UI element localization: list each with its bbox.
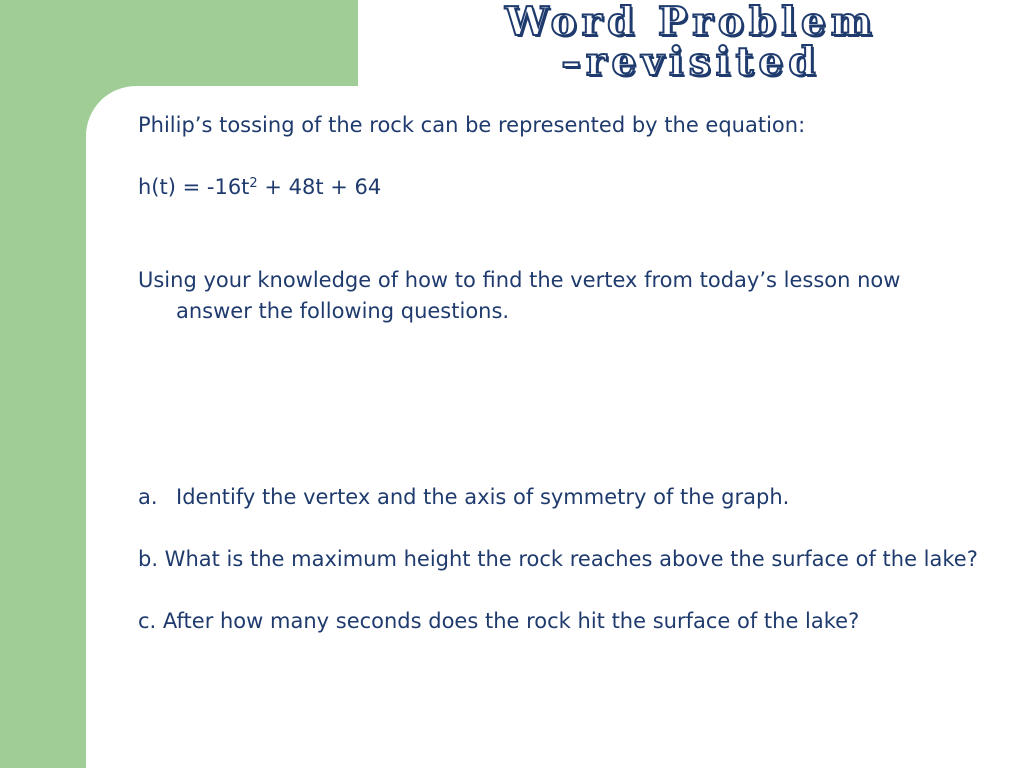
spacer (138, 327, 978, 482)
spacer (138, 141, 978, 172)
spacer (138, 203, 978, 265)
spacer (138, 513, 978, 544)
slide-body (138, 110, 978, 637)
question-a (138, 482, 978, 513)
question-a-text: Identify the vertex and the axis of symmetry of the graph. (176, 485, 790, 509)
equation-base: h(t) = -16t (138, 175, 250, 199)
intro-text: Philip’s tossing of the rock can be represented by the equation: (138, 113, 806, 137)
equation-rest: + 48t + 64 (257, 175, 382, 199)
instruction-text: Using your knowledge of how to find the vertex from today’s lesson now answer the following questions. (138, 268, 901, 323)
question-a-letter: a. (138, 485, 158, 509)
equation-exponent: 2 (249, 176, 258, 191)
title-line-1: Word Problem (504, 0, 878, 45)
title-line-2: –revisited (561, 39, 821, 85)
question-b: b. What is the maximum height the rock reaches above the surface of the lake? (138, 547, 978, 571)
spacer (138, 575, 978, 606)
question-c: c. After how many seconds does the rock hit the surface of the lake? (138, 609, 860, 633)
slide-title (358, 0, 1024, 85)
equation (138, 172, 978, 203)
